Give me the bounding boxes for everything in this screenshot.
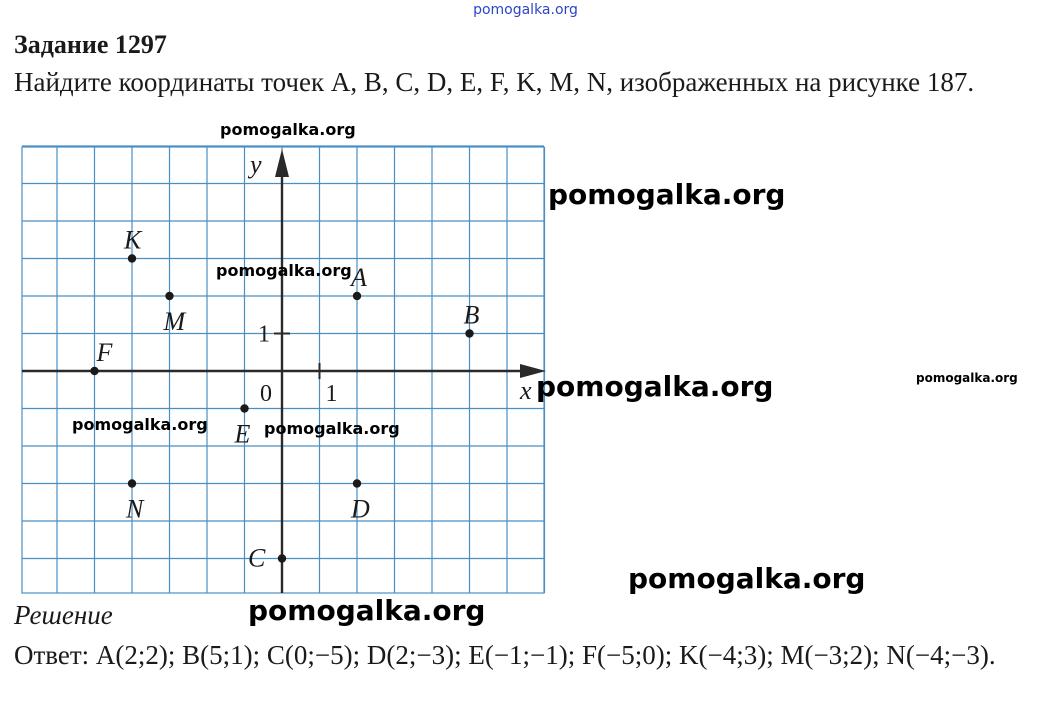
watermark: pomogalka.org <box>916 371 1018 385</box>
point-label-k: K <box>124 225 142 255</box>
point-m <box>165 292 173 300</box>
point-label-f: F <box>96 338 113 367</box>
y-axis-arrow-icon <box>275 149 289 177</box>
point-f <box>90 367 98 375</box>
solution-heading: Решение <box>14 600 113 630</box>
origin-label: 0 <box>260 381 272 407</box>
watermark: pomogalka.org <box>264 419 400 438</box>
task-title: Задание 1297 <box>14 30 167 59</box>
point-n <box>128 479 136 487</box>
point-label-c: C <box>248 543 266 573</box>
watermark: pomogalka.org <box>548 178 786 211</box>
point-label-b: B <box>463 300 480 330</box>
point-label-d: D <box>351 494 370 524</box>
watermark: pomogalka.org <box>72 415 208 434</box>
point-label-a: A <box>351 263 367 292</box>
watermark: pomogalka.org <box>216 261 352 280</box>
x-axis-label: x <box>520 376 532 405</box>
task-text: Найдите координаты точек A, B, C, D, E, F, K, M, N, изображенных на рисунке 187. <box>14 67 975 97</box>
point-b <box>465 329 473 337</box>
point-e <box>240 404 248 412</box>
watermark: pomogalka.org <box>248 594 486 627</box>
coordinate-plane-figure <box>20 145 550 595</box>
watermark: pomogalka.org <box>536 370 774 403</box>
watermark: pomogalka.org <box>220 120 356 139</box>
x-unit-label: 1 <box>325 381 338 407</box>
point-k <box>128 254 136 262</box>
site-url-header[interactable]: pomogalka.org <box>473 2 578 18</box>
point-label-n: N <box>126 494 144 524</box>
point-label-e: E <box>234 419 251 449</box>
point-d <box>353 479 361 487</box>
y-unit-label: 1 <box>258 321 270 348</box>
point-a <box>353 292 361 300</box>
watermark: pomogalka.org <box>628 562 866 595</box>
point-c <box>278 554 286 562</box>
coordinate-plane <box>20 145 550 595</box>
answer-text: Ответ: A(2;2); B(5;1); C(0;−5); D(2;−3); E(−1;−1); F(−5;0); K(−4;3); M(−3;2); N(−4;−3). <box>14 640 996 670</box>
y-axis-label: y <box>250 150 262 179</box>
point-label-m: M <box>163 307 186 336</box>
